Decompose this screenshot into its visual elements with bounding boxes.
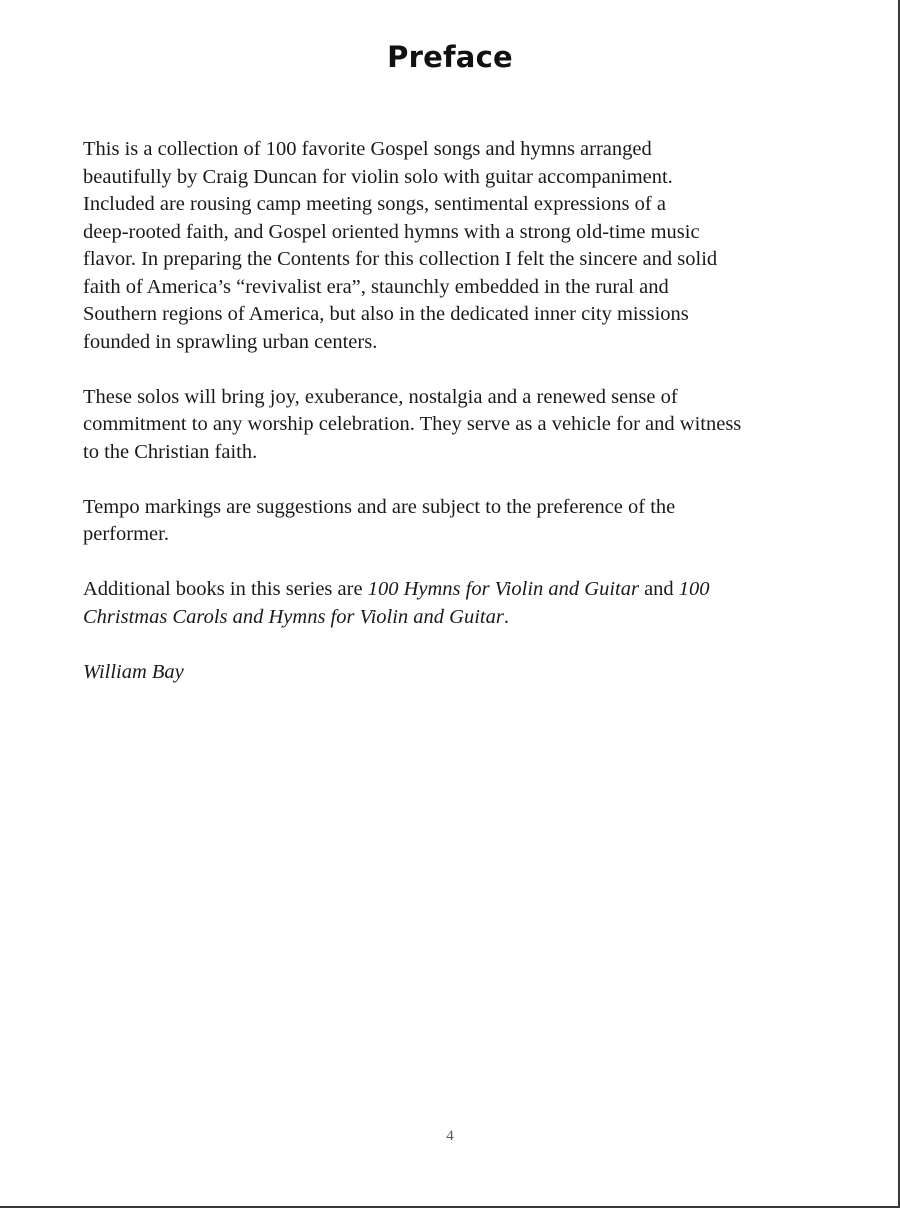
text-line: This is a collection of 100 favorite Gospel songs and hymns arranged bbox=[83, 138, 652, 160]
text-line: These solos will bring joy, exuberance, nostalgia and a renewed sense of bbox=[83, 385, 678, 408]
text-line: Tempo markings are suggestions and are subject to the preference of the bbox=[83, 495, 676, 518]
paragraph-tempo bbox=[83, 494, 818, 549]
paragraph-solos bbox=[83, 384, 818, 467]
text-line: founded in sprawling urban centers. bbox=[83, 330, 378, 353]
page-title: Preface bbox=[387, 40, 513, 74]
text-line: deep-rooted faith, and Gospel oriented hymns with a strong old-time music bbox=[83, 220, 700, 243]
paragraph-intro bbox=[83, 136, 818, 356]
book-title-carols: Christmas Carols and Hymns for Violin and Guitar bbox=[83, 605, 504, 628]
page-number: 4 bbox=[446, 1128, 454, 1144]
text-line: performer. bbox=[83, 523, 169, 545]
text-line: Included are rousing camp meeting songs, sentimental expressions of a bbox=[83, 193, 666, 215]
text-line bbox=[83, 604, 818, 632]
text-line: commitment to any worship celebration. They serve as a vehicle for and witness bbox=[83, 413, 742, 435]
text-line: to the Christian faith. bbox=[83, 440, 258, 463]
preface-body bbox=[83, 136, 818, 714]
text-run: Additional books in this series are bbox=[83, 578, 368, 600]
book-title-hymns: 100 Hymns for Violin and Guitar bbox=[367, 578, 639, 600]
text-line: beautifully by Craig Duncan for violin solo with guitar accompaniment. bbox=[83, 165, 673, 188]
text-line bbox=[83, 576, 818, 604]
text-line: flavor. In preparing the Contents for this collection I felt the sincere and solid bbox=[83, 248, 718, 270]
signature: William Bay bbox=[83, 660, 184, 683]
text-line: faith of America’s “revivalist era”, staunchly embedded in the rural and bbox=[83, 275, 669, 298]
text-line: Southern regions of America, but also in the dedicated inner city missions bbox=[83, 303, 689, 325]
text-run: . bbox=[503, 605, 509, 628]
text-run: and bbox=[638, 578, 679, 600]
paragraph-additional-books bbox=[83, 576, 818, 631]
book-title-carols-start: 100 bbox=[678, 578, 710, 600]
